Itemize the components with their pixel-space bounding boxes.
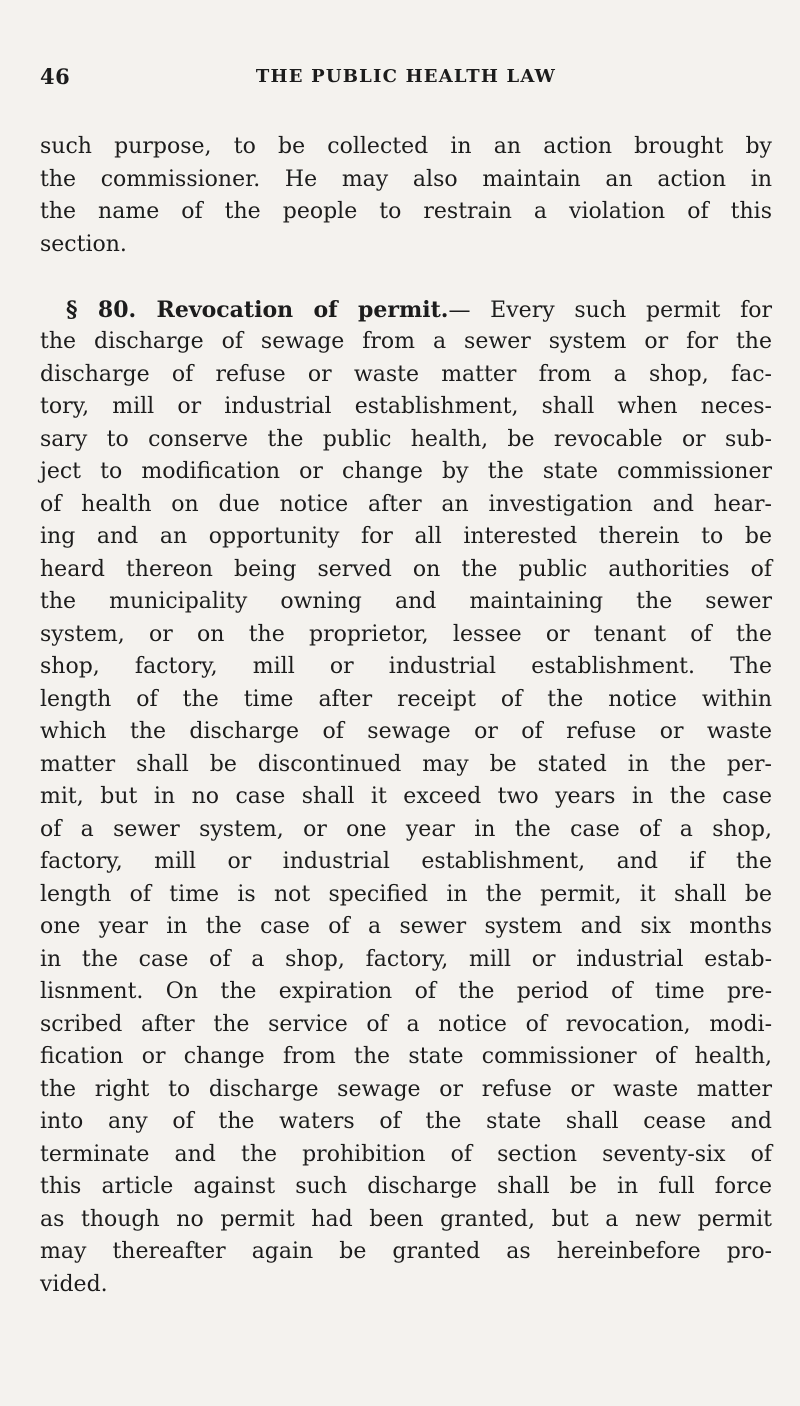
- text-line: matter shall be discontinued may be stated in the per-: [40, 751, 772, 777]
- text-line: in the case of a shop, factory, mill or industrial estab-: [40, 946, 772, 972]
- text-line: sary to conserve the public health, be revocable or sub-: [40, 426, 772, 452]
- text-line: ing and an opportunity for all interested therein to be: [40, 524, 772, 549]
- text-line: into any of the waters of the state shall cease and: [40, 1109, 772, 1134]
- section-heading-rest: — Every such permit for: [448, 297, 773, 323]
- text-line: length of time is not specified in the permit, it shall be: [40, 881, 772, 907]
- text-line: [40, 294, 772, 327]
- text-line: length of the time after receipt of the notice within: [40, 686, 772, 712]
- text-line: the municipality owning and maintaining the sewer: [40, 589, 772, 614]
- text-line: as though no permit had been granted, but a new permit: [40, 1206, 772, 1232]
- text-line: of health on due notice after an investigation and hear-: [40, 491, 772, 517]
- text-line: heard thereon being served on the public authorities of: [40, 556, 772, 582]
- paragraph-section-80: [40, 294, 772, 1302]
- page-number: 46: [40, 64, 71, 89]
- text-line: mit, but in no case shall it exceed two years in the case: [40, 784, 772, 809]
- text-line: factory, mill or industrial establishment, and if the: [40, 849, 772, 874]
- text-line: vided.: [40, 1271, 108, 1297]
- text-line: fication or change from the state commissioner of health,: [40, 1044, 772, 1069]
- section-heading: § 80. Revocation of permit.: [66, 296, 449, 323]
- text-line: scribed after the service of a notice of revocation, modi-: [40, 1011, 772, 1037]
- text-line: tory, mill or industrial establishment, shall when neces-: [40, 394, 772, 419]
- text-line: the right to discharge sewage or refuse or waste matter: [40, 1076, 772, 1102]
- text-line: the discharge of sewage from a sewer system or for the: [40, 329, 772, 354]
- text-line: system, or on the proprietor, lessee or tenant of the: [40, 621, 772, 647]
- text-line: shop, factory, mill or industrial establishment. The: [40, 654, 772, 679]
- running-head: [40, 64, 772, 92]
- text-line: the name of the people to restrain a violation of this: [40, 199, 772, 224]
- body-text: [40, 131, 772, 1301]
- paragraph-continuation: [40, 131, 772, 261]
- text-line: such purpose, to be collected in an action brought by: [40, 134, 772, 159]
- text-line: ject to modification or change by the state commissioner: [40, 459, 772, 484]
- text-line: one year in the case of a sewer system and six months: [40, 914, 772, 939]
- text-line: section.: [40, 231, 127, 257]
- text-line: discharge of refuse or waste matter from a shop, fac-: [40, 361, 772, 387]
- text-line: lisnment. On the expiration of the period of time pre-: [40, 979, 772, 1004]
- running-title: THE PUBLIC HEALTH LAW: [255, 66, 557, 87]
- text-line: the commissioner. He may also maintain an action in: [40, 166, 772, 192]
- text-line: which the discharge of sewage or of refuse or waste: [40, 719, 772, 744]
- text-line: may thereafter again be granted as hereinbefore pro-: [40, 1239, 772, 1264]
- text-line: this article against such discharge shall be in full force: [40, 1174, 772, 1199]
- text-line: terminate and the prohibition of section seventy-six of: [40, 1141, 772, 1167]
- text-line: of a sewer system, or one year in the case of a shop,: [40, 816, 772, 842]
